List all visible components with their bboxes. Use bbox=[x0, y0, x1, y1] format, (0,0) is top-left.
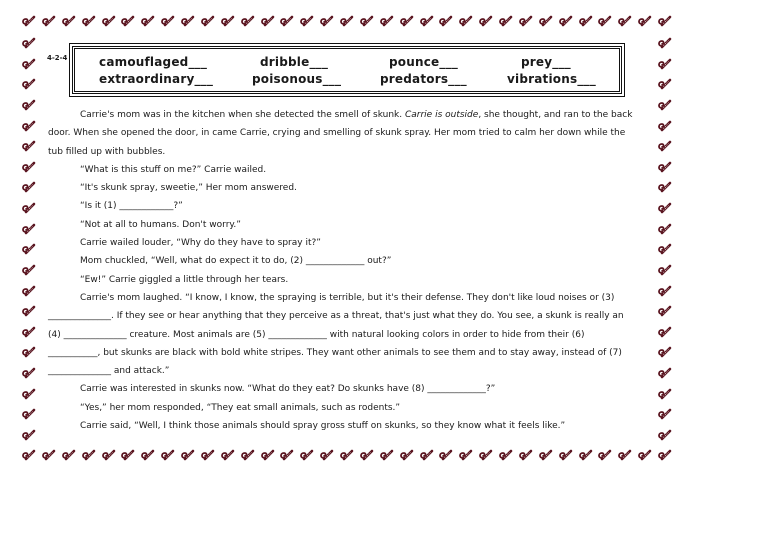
swirl-ornament-icon bbox=[20, 36, 36, 52]
swirl-ornament-icon bbox=[298, 448, 314, 464]
swirl-ornament-icon bbox=[656, 180, 672, 196]
story-paragraph: “Is it (1) ____________?” bbox=[80, 201, 183, 212]
swirl-ornament-icon bbox=[119, 14, 135, 30]
swirl-ornament-icon bbox=[596, 448, 612, 464]
swirl-ornament-icon bbox=[437, 448, 453, 464]
swirl-ornament-icon bbox=[80, 448, 96, 464]
story-paragraph: Carrie's mom laughed. “I know, I know, the spraying is terrible, but it's their defense. They don't like loud noises or (3) ______________. If they see or hear anything that they perceive as a threat, that's just what they do. You see, a skunk is really an (4) ______________ creature. Most animals are (5) _____________ with natural looking colors in order to hide from their (6) ___________, but skunks are black with bold white stripes. They want other animals to see them and to stay away, instead of (7) ______________ and attack.” bbox=[48, 292, 624, 377]
swirl-ornament-icon bbox=[20, 201, 36, 217]
swirl-ornament-icon bbox=[179, 14, 195, 30]
word-bank-item: dribble___ bbox=[260, 55, 329, 69]
story-paragraph: “Yes,” her mom responded, “They eat small animals, such as rodents.” bbox=[80, 402, 401, 413]
swirl-ornament-icon bbox=[259, 448, 275, 464]
right-border bbox=[656, 36, 672, 444]
swirl-ornament-icon bbox=[656, 98, 672, 114]
story-italic-text: Carrie is outside bbox=[404, 110, 479, 120]
story-paragraph: “What is this stuff on me?” Carrie wailed. bbox=[80, 164, 267, 175]
swirl-ornament-icon bbox=[239, 14, 255, 30]
swirl-ornament-icon bbox=[159, 14, 175, 30]
story-paragraph: “Not at all to humans. Don't worry.” bbox=[80, 219, 241, 230]
swirl-ornament-icon bbox=[139, 14, 155, 30]
swirl-ornament-icon bbox=[477, 14, 493, 30]
swirl-ornament-icon bbox=[20, 180, 36, 196]
swirl-ornament-icon bbox=[557, 14, 573, 30]
swirl-ornament-icon bbox=[318, 14, 334, 30]
word-bank-item: poisonous___ bbox=[252, 72, 342, 86]
swirl-ornament-icon bbox=[199, 448, 215, 464]
story-text-run: Carrie's mom was in the kitchen when she detected the smell of skunk. bbox=[80, 110, 405, 120]
swirl-ornament-icon bbox=[656, 428, 672, 444]
swirl-ornament-icon bbox=[656, 36, 672, 52]
swirl-ornament-icon bbox=[497, 14, 513, 30]
swirl-ornament-icon bbox=[616, 448, 632, 464]
word-bank-item: predators___ bbox=[380, 72, 467, 86]
swirl-ornament-icon bbox=[20, 304, 36, 320]
swirl-ornament-icon bbox=[636, 14, 652, 30]
swirl-ornament-icon bbox=[358, 14, 374, 30]
swirl-ornament-icon bbox=[40, 448, 56, 464]
swirl-ornament-icon bbox=[656, 57, 672, 73]
swirl-ornament-icon bbox=[338, 448, 354, 464]
swirl-ornament-icon bbox=[656, 366, 672, 382]
word-bank-item: pounce___ bbox=[389, 55, 458, 69]
swirl-ornament-icon bbox=[20, 387, 36, 403]
swirl-ornament-icon bbox=[636, 448, 652, 464]
swirl-ornament-icon bbox=[656, 77, 672, 93]
swirl-ornament-icon bbox=[517, 14, 533, 30]
swirl-ornament-icon bbox=[298, 14, 314, 30]
story-paragraph bbox=[48, 106, 634, 161]
story-paragraph: Carrie said, “Well, I think those animals should spray gross stuff on skunks, so they know what it feels like.” bbox=[80, 421, 566, 432]
word-bank-item: vibrations___ bbox=[507, 72, 596, 86]
swirl-ornament-icon bbox=[656, 407, 672, 423]
swirl-ornament-icon bbox=[338, 14, 354, 30]
swirl-ornament-icon bbox=[199, 14, 215, 30]
story-text bbox=[48, 106, 634, 435]
swirl-ornament-icon bbox=[20, 345, 36, 361]
story-text-run: , she thought, and ran to the back door. When she opened the door, in came Carrie, crying and smelling of skunk spray. Her mom tried to calm her down while the tub filled up with bubbles. bbox=[48, 110, 633, 157]
swirl-ornament-icon bbox=[60, 14, 76, 30]
swirl-ornament-icon bbox=[20, 407, 36, 423]
swirl-ornament-icon bbox=[159, 448, 175, 464]
swirl-ornament-icon bbox=[20, 325, 36, 341]
story-paragraph: “Ew!” Carrie giggled a little through her tears. bbox=[80, 274, 289, 285]
word-bank-item: extraordinary___ bbox=[99, 72, 214, 86]
swirl-ornament-icon bbox=[477, 448, 493, 464]
swirl-ornament-icon bbox=[656, 160, 672, 176]
story-paragraph: Mom chuckled, “Well, what do expect it to do, (2) _____________ out?” bbox=[80, 256, 392, 267]
swirl-ornament-icon bbox=[239, 448, 255, 464]
swirl-ornament-icon bbox=[596, 14, 612, 30]
swirl-ornament-icon bbox=[557, 448, 573, 464]
swirl-ornament-icon bbox=[20, 263, 36, 279]
swirl-ornament-icon bbox=[577, 14, 593, 30]
swirl-ornament-icon bbox=[656, 119, 672, 135]
swirl-ornament-icon bbox=[418, 448, 434, 464]
swirl-ornament-icon bbox=[656, 139, 672, 155]
swirl-ornament-icon bbox=[179, 448, 195, 464]
swirl-ornament-icon bbox=[616, 14, 632, 30]
swirl-ornament-icon bbox=[656, 345, 672, 361]
swirl-ornament-icon bbox=[358, 448, 374, 464]
left-border bbox=[20, 36, 36, 444]
swirl-ornament-icon bbox=[20, 57, 36, 73]
swirl-ornament-icon bbox=[656, 325, 672, 341]
swirl-ornament-icon bbox=[80, 14, 96, 30]
swirl-ornament-icon bbox=[100, 448, 116, 464]
swirl-ornament-icon bbox=[577, 448, 593, 464]
swirl-ornament-icon bbox=[457, 14, 473, 30]
swirl-ornament-icon bbox=[20, 448, 36, 464]
swirl-ornament-icon bbox=[20, 119, 36, 135]
swirl-ornament-icon bbox=[656, 222, 672, 238]
swirl-ornament-icon bbox=[437, 14, 453, 30]
swirl-ornament-icon bbox=[259, 14, 275, 30]
swirl-ornament-icon bbox=[537, 448, 553, 464]
swirl-ornament-icon bbox=[656, 242, 672, 258]
swirl-ornament-icon bbox=[497, 448, 513, 464]
swirl-ornament-icon bbox=[656, 263, 672, 279]
swirl-ornament-icon bbox=[278, 14, 294, 30]
swirl-ornament-icon bbox=[517, 448, 533, 464]
top-border bbox=[20, 14, 672, 30]
swirl-ornament-icon bbox=[20, 98, 36, 114]
swirl-ornament-icon bbox=[20, 139, 36, 155]
swirl-ornament-icon bbox=[20, 222, 36, 238]
swirl-ornament-icon bbox=[656, 201, 672, 217]
swirl-ornament-icon bbox=[656, 14, 672, 30]
word-bank-box bbox=[72, 46, 622, 94]
swirl-ornament-icon bbox=[656, 448, 672, 464]
swirl-ornament-icon bbox=[139, 448, 155, 464]
swirl-ornament-icon bbox=[219, 448, 235, 464]
swirl-ornament-icon bbox=[20, 428, 36, 444]
story-paragraph: “It's skunk spray, sweetie,” Her mom answered. bbox=[80, 183, 297, 194]
bottom-border bbox=[20, 448, 672, 464]
swirl-ornament-icon bbox=[119, 448, 135, 464]
swirl-ornament-icon bbox=[278, 448, 294, 464]
swirl-ornament-icon bbox=[398, 14, 414, 30]
swirl-ornament-icon bbox=[378, 448, 394, 464]
swirl-ornament-icon bbox=[60, 448, 76, 464]
swirl-ornament-icon bbox=[40, 14, 56, 30]
swirl-ornament-icon bbox=[656, 387, 672, 403]
swirl-ornament-icon bbox=[656, 284, 672, 300]
word-bank-item: prey___ bbox=[521, 55, 571, 69]
story-paragraph: Carrie wailed louder, “Why do they have to spray it?” bbox=[80, 238, 321, 249]
page-code: 4-2-4 bbox=[47, 54, 68, 62]
story-paragraph: Carrie was interested in skunks now. “What do they eat? Do skunks have (8) _____________?” bbox=[80, 384, 496, 395]
swirl-ornament-icon bbox=[100, 14, 116, 30]
swirl-ornament-icon bbox=[20, 284, 36, 300]
swirl-ornament-icon bbox=[20, 14, 36, 30]
swirl-ornament-icon bbox=[378, 14, 394, 30]
swirl-ornament-icon bbox=[219, 14, 235, 30]
swirl-ornament-icon bbox=[398, 448, 414, 464]
swirl-ornament-icon bbox=[20, 77, 36, 93]
word-bank-item: camouflaged___ bbox=[99, 55, 208, 69]
swirl-ornament-icon bbox=[537, 14, 553, 30]
swirl-ornament-icon bbox=[20, 160, 36, 176]
swirl-ornament-icon bbox=[457, 448, 473, 464]
swirl-ornament-icon bbox=[20, 366, 36, 382]
swirl-ornament-icon bbox=[656, 304, 672, 320]
swirl-ornament-icon bbox=[318, 448, 334, 464]
swirl-ornament-icon bbox=[418, 14, 434, 30]
swirl-ornament-icon bbox=[20, 242, 36, 258]
